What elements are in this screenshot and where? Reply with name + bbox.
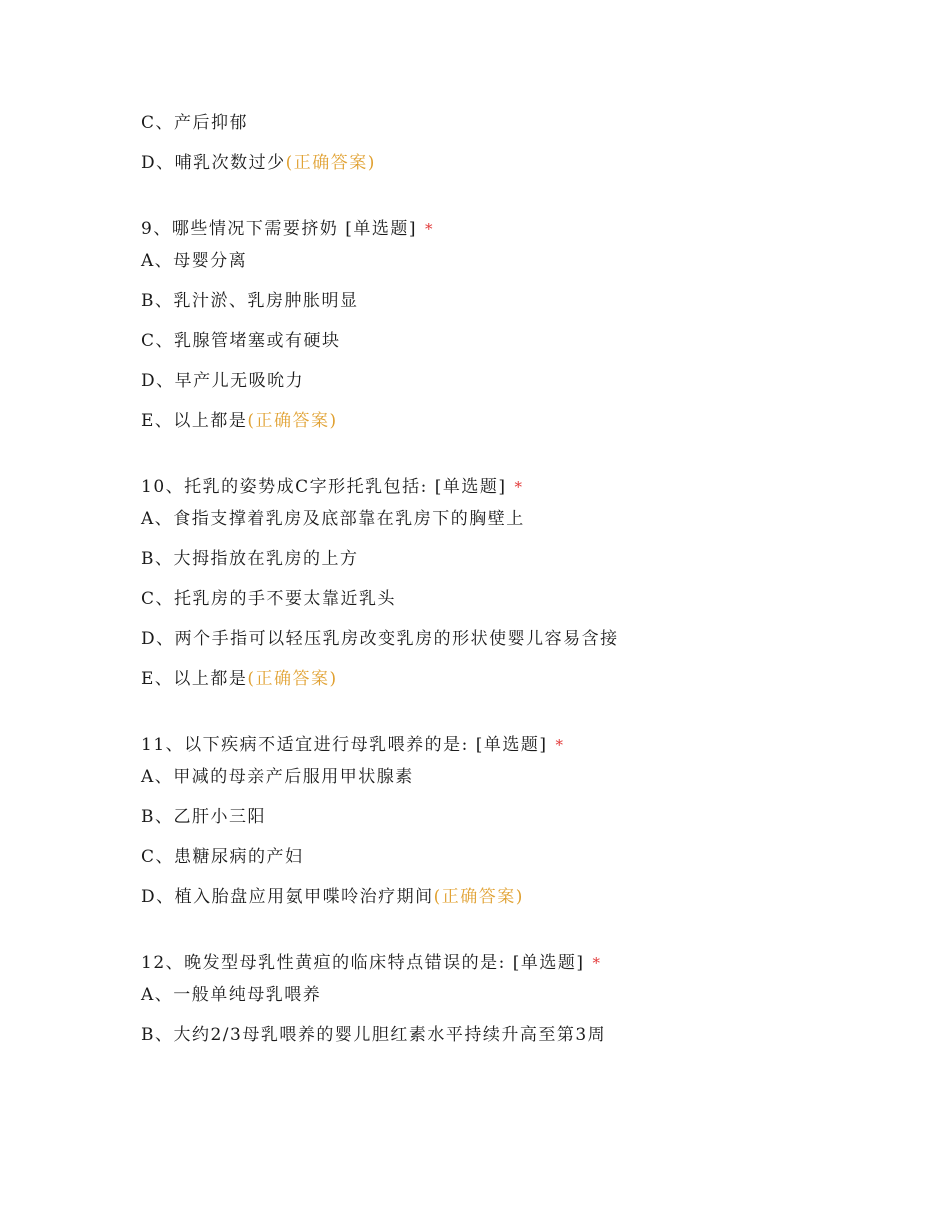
option-text: D、哺乳次数过少 — [141, 153, 286, 173]
option-text: B、乙肝小三阳 — [141, 807, 266, 827]
required-star-icon: * — [514, 478, 523, 496]
option-text: B、乳汁淤、乳房肿胀明显 — [141, 291, 359, 311]
option-line — [141, 330, 841, 352]
option-text: E、以上都是 — [141, 411, 248, 431]
option-line — [141, 886, 841, 908]
option-text: A、甲减的母亲产后服用甲状腺素 — [141, 767, 414, 787]
question-title — [141, 734, 841, 756]
question-text: 10、托乳的姿势成C字形托乳包括: [单选题] — [141, 477, 507, 497]
question-10 — [141, 476, 841, 690]
option-line — [141, 766, 841, 788]
question-title — [141, 952, 841, 974]
question-title — [141, 476, 841, 498]
option-line — [141, 508, 841, 530]
option-line — [141, 548, 841, 570]
option-line — [141, 588, 841, 610]
correct-answer-tag: (正确答案) — [433, 887, 524, 907]
option-text: C、乳腺管堵塞或有硬块 — [141, 331, 341, 351]
required-star-icon: * — [424, 220, 433, 238]
option-text: A、母婴分离 — [141, 251, 248, 271]
required-star-icon: * — [555, 736, 564, 754]
question-8-tail — [141, 112, 841, 174]
question-12 — [141, 952, 841, 1046]
option-line — [141, 1024, 841, 1046]
option-line — [141, 846, 841, 868]
required-star-icon: * — [592, 954, 601, 972]
question-9 — [141, 218, 841, 432]
option-text: D、早产儿无吸吮力 — [141, 371, 305, 391]
option-line — [141, 250, 841, 272]
question-text: 9、哪些情况下需要挤奶 [单选题] — [141, 219, 417, 239]
option-text: B、大拇指放在乳房的上方 — [141, 549, 359, 569]
question-text: 11、以下疾病不适宜进行母乳喂养的是: [单选题] — [141, 735, 548, 755]
question-11 — [141, 734, 841, 908]
quiz-document — [141, 112, 841, 1064]
option-text: E、以上都是 — [141, 669, 248, 689]
option-text: C、产后抑郁 — [141, 113, 249, 133]
option-text: C、患糖尿病的产妇 — [141, 847, 304, 867]
option-text: D、植入胎盘应用氨甲喋呤治疗期间 — [141, 887, 434, 907]
option-line — [141, 152, 841, 174]
option-line — [141, 112, 841, 134]
correct-answer-tag: (正确答案) — [247, 411, 338, 431]
correct-answer-tag: (正确答案) — [247, 669, 338, 689]
option-text: B、大约2/3母乳喂养的婴儿胆红素水平持续升高至第3周 — [141, 1025, 607, 1045]
option-text: D、两个手指可以轻压乳房改变乳房的形状使婴儿容易含接 — [141, 629, 619, 649]
question-title — [141, 218, 841, 240]
option-text: A、一般单纯母乳喂养 — [141, 985, 322, 1005]
option-line — [141, 370, 841, 392]
option-line — [141, 290, 841, 312]
option-text: A、食指支撑着乳房及底部靠在乳房下的胸壁上 — [141, 509, 525, 529]
option-line — [141, 410, 841, 432]
option-line — [141, 628, 841, 650]
option-line — [141, 806, 841, 828]
option-text: C、托乳房的手不要太靠近乳头 — [141, 589, 397, 609]
question-text: 12、晚发型母乳性黄疸的临床特点错误的是: [单选题] — [141, 953, 585, 973]
correct-answer-tag: (正确答案) — [285, 153, 376, 173]
option-line — [141, 668, 841, 690]
option-line — [141, 984, 841, 1006]
